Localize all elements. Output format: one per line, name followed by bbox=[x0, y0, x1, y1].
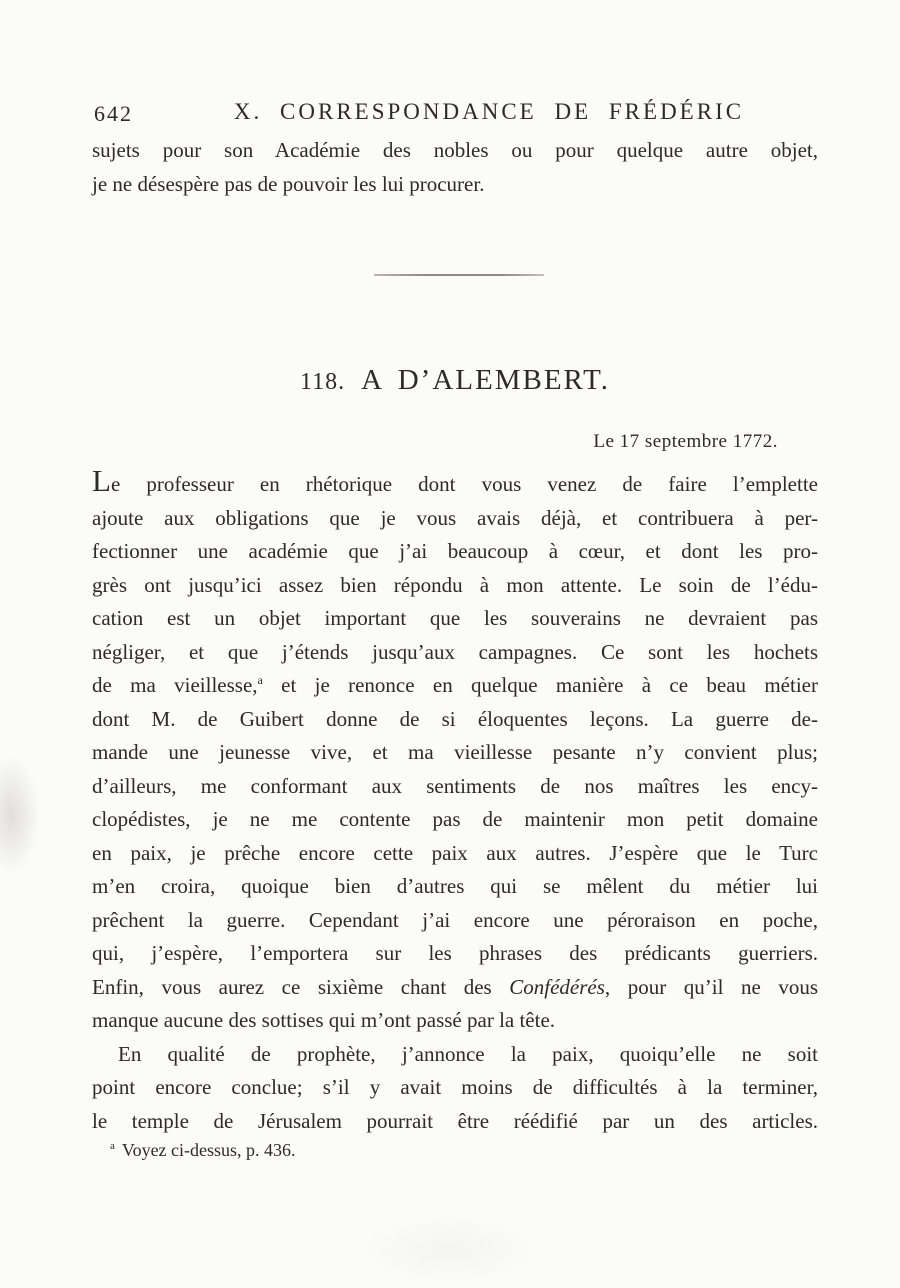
text-line: manque aucune des sottises qui m’ont passé par la tête. bbox=[92, 1008, 556, 1032]
scan-smudge bbox=[0, 755, 40, 875]
text-line: le temple de Jérusalem pourrait être réédifié par un des articles. bbox=[92, 1108, 818, 1133]
page-number: 642 bbox=[94, 101, 133, 126]
text-line: En qualité de prophète, j’annonce la paix, quoiqu’elle ne soit bbox=[118, 1041, 818, 1066]
letter-body bbox=[92, 463, 818, 1138]
text-line: Le professeur en rhétorique dont vous venez de faire l’emplette bbox=[92, 463, 818, 498]
scan-smudge bbox=[360, 1215, 540, 1285]
text-line: d’ailleurs, me conformant aux sentiments de nos maîtres les ency- bbox=[92, 773, 818, 798]
text-line: mande une jeunesse vive, et ma vieillesse pesante n’y convient plus; bbox=[92, 740, 818, 764]
text-line: grès ont jusqu’ici assez bien répondu à mon attente. Le soin de l’édu- bbox=[92, 572, 818, 597]
page-header bbox=[92, 99, 816, 129]
text-line: cation est un objet important que les souverains ne devraient pas bbox=[92, 606, 818, 630]
running-title: X. CORRESPONDANCE DE FRÉDÉRIC bbox=[233, 99, 745, 124]
dateline: Le 17 septembre 1772. bbox=[593, 431, 778, 452]
letter-number: 118. bbox=[300, 369, 346, 395]
letter-title: A D’ALEMBERT. bbox=[361, 364, 610, 396]
text-line: ajoute aux obligations que je vous avais déjà, et contribuera à per- bbox=[92, 505, 818, 530]
carryover-paragraph bbox=[92, 133, 818, 201]
text-line: clopédistes, je ne me contente pas de maintenir mon petit domaine bbox=[92, 807, 818, 831]
text-line: en paix, je prêche encore cette paix aux autres. J’espère que le Turc bbox=[92, 840, 818, 865]
text-line: je ne désespère pas de pouvoir les lui procurer. bbox=[92, 172, 485, 196]
text-line: fectionner une académie que j’ai beaucoup à cœur, et dont les pro- bbox=[92, 539, 818, 563]
footnote-marker: a bbox=[110, 1140, 115, 1152]
text-line: de ma vieillesse,$^a$ et je renonce en quelque manière à ce beau métier bbox=[92, 673, 818, 697]
letter-heading bbox=[92, 364, 818, 397]
text-line: m’en croira, quoique bien d’autres qui se mêlent du métier lui bbox=[92, 874, 818, 898]
text-line: point encore conclue; s’il y avait moins de difficultés à la terminer, bbox=[92, 1075, 818, 1099]
section-divider-rule bbox=[374, 274, 544, 276]
text-line: prêchent la guerre. Cependant j’ai encore une péroraison en poche, bbox=[92, 907, 818, 932]
text-line: sujets pour son Académie des nobles ou pour quelque autre objet, bbox=[92, 138, 818, 162]
enlarged-initial: L bbox=[92, 463, 111, 498]
text-line: Enfin, vous aurez ce sixième chant des Confédérés, pour qu’il ne vous bbox=[92, 974, 818, 999]
footnote-text: Voyez ci-dessus, p. 436. bbox=[121, 1140, 296, 1160]
text-line: négliger, et que j’étends jusqu’aux campagnes. Ce sont les hochets bbox=[92, 639, 818, 664]
text-line: dont M. de Guibert donne de si éloquentes leçons. La guerre de- bbox=[92, 706, 818, 731]
text-line: qui, j’espère, l’emportera sur les phrases des prédicants guerriers. bbox=[92, 941, 818, 965]
footnote bbox=[110, 1140, 810, 1161]
footnote-reference-marker: a bbox=[257, 673, 263, 687]
